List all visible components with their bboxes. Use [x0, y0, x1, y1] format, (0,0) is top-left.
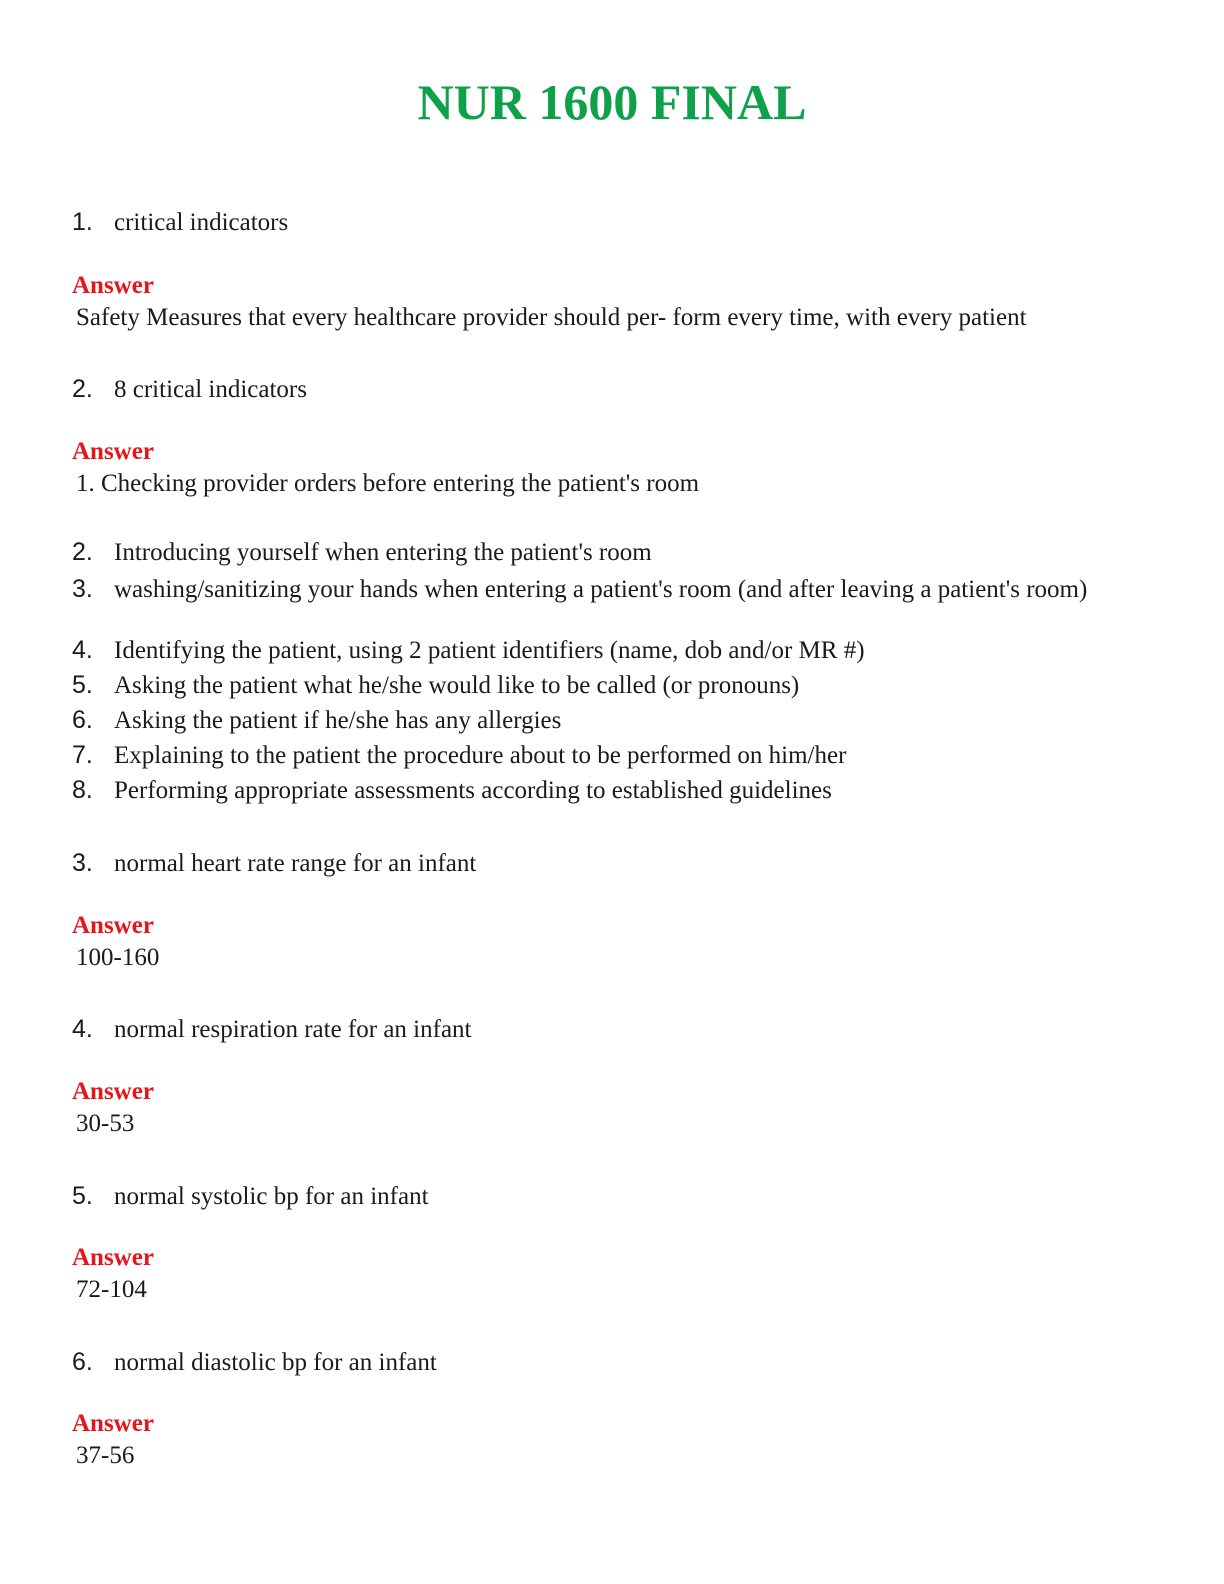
answer-text: 37-56 — [76, 1442, 135, 1469]
answer-label: Answer — [72, 1244, 154, 1271]
question-number: 2. — [72, 375, 93, 403]
answer-label: Answer — [72, 912, 154, 939]
list-item-text: Explaining to the patient the procedure about to be performed on him/her — [114, 742, 847, 769]
list-item — [72, 670, 1132, 701]
list-item-number: 7. — [72, 741, 93, 769]
list-item — [72, 537, 1132, 568]
list-item-number: 6. — [72, 706, 93, 734]
list-item-text: Introducing yourself when entering the patient's room — [114, 539, 652, 566]
list-item-text: Performing appropriate assessments according to established guidelines — [114, 777, 832, 804]
list-item-number: 4. — [72, 636, 93, 664]
list-item — [72, 775, 1132, 806]
question-number: 5. — [72, 1182, 93, 1210]
list-item — [72, 705, 1132, 736]
list-item — [72, 635, 1132, 666]
question-text: normal diastolic bp for an infant — [114, 1349, 437, 1376]
answer-label: Answer — [72, 1078, 154, 1105]
list-item-number: 3. — [72, 575, 93, 603]
question-5 — [72, 1181, 429, 1212]
question-number: 3. — [72, 849, 93, 877]
list-item-text: Asking the patient if he/she has any allergies — [114, 707, 562, 734]
question-6 — [72, 1347, 437, 1378]
list-item-text: washing/sanitizing your hands when entering a patient's room (and after leaving a patient's room) — [114, 576, 1088, 603]
question-1 — [72, 207, 288, 238]
question-text: normal heart rate range for an infant — [114, 850, 477, 877]
list-item-text: Identifying the patient, using 2 patient identifiers (name, dob and/or MR #) — [114, 637, 865, 664]
answer-text: Safety Measures that every healthcare provider should per- form every time, with every patient — [76, 304, 1027, 331]
question-3 — [72, 848, 476, 879]
answer-text: 1. Checking provider orders before entering the patient's room — [76, 470, 700, 497]
answer-label: Answer — [72, 1410, 154, 1437]
list-item-number: 2. — [72, 538, 93, 566]
question-number: 6. — [72, 1348, 93, 1376]
question-text: normal respiration rate for an infant — [114, 1016, 472, 1043]
list-item-text: Asking the patient what he/she would like to be called (or pronouns) — [114, 672, 800, 699]
question-text: critical indicators — [114, 209, 289, 236]
question-4 — [72, 1014, 472, 1045]
answer-text: 100-160 — [76, 944, 160, 971]
question-text: 8 critical indicators — [114, 376, 307, 403]
question-2 — [72, 374, 307, 405]
list-item-number: 5. — [72, 671, 93, 699]
list-item — [72, 740, 1132, 771]
question-text: normal systolic bp for an infant — [114, 1183, 429, 1210]
question-number: 1. — [72, 208, 93, 236]
answer-label: Answer — [72, 272, 154, 299]
page-title: NUR 1600 FINAL — [417, 74, 807, 130]
answer-text: 72-104 — [76, 1276, 147, 1303]
question-number: 4. — [72, 1015, 93, 1043]
list-item — [72, 574, 1132, 605]
answer-label: Answer — [72, 438, 154, 465]
list-item-number: 8. — [72, 776, 93, 804]
answer-text: 30-53 — [76, 1110, 135, 1137]
